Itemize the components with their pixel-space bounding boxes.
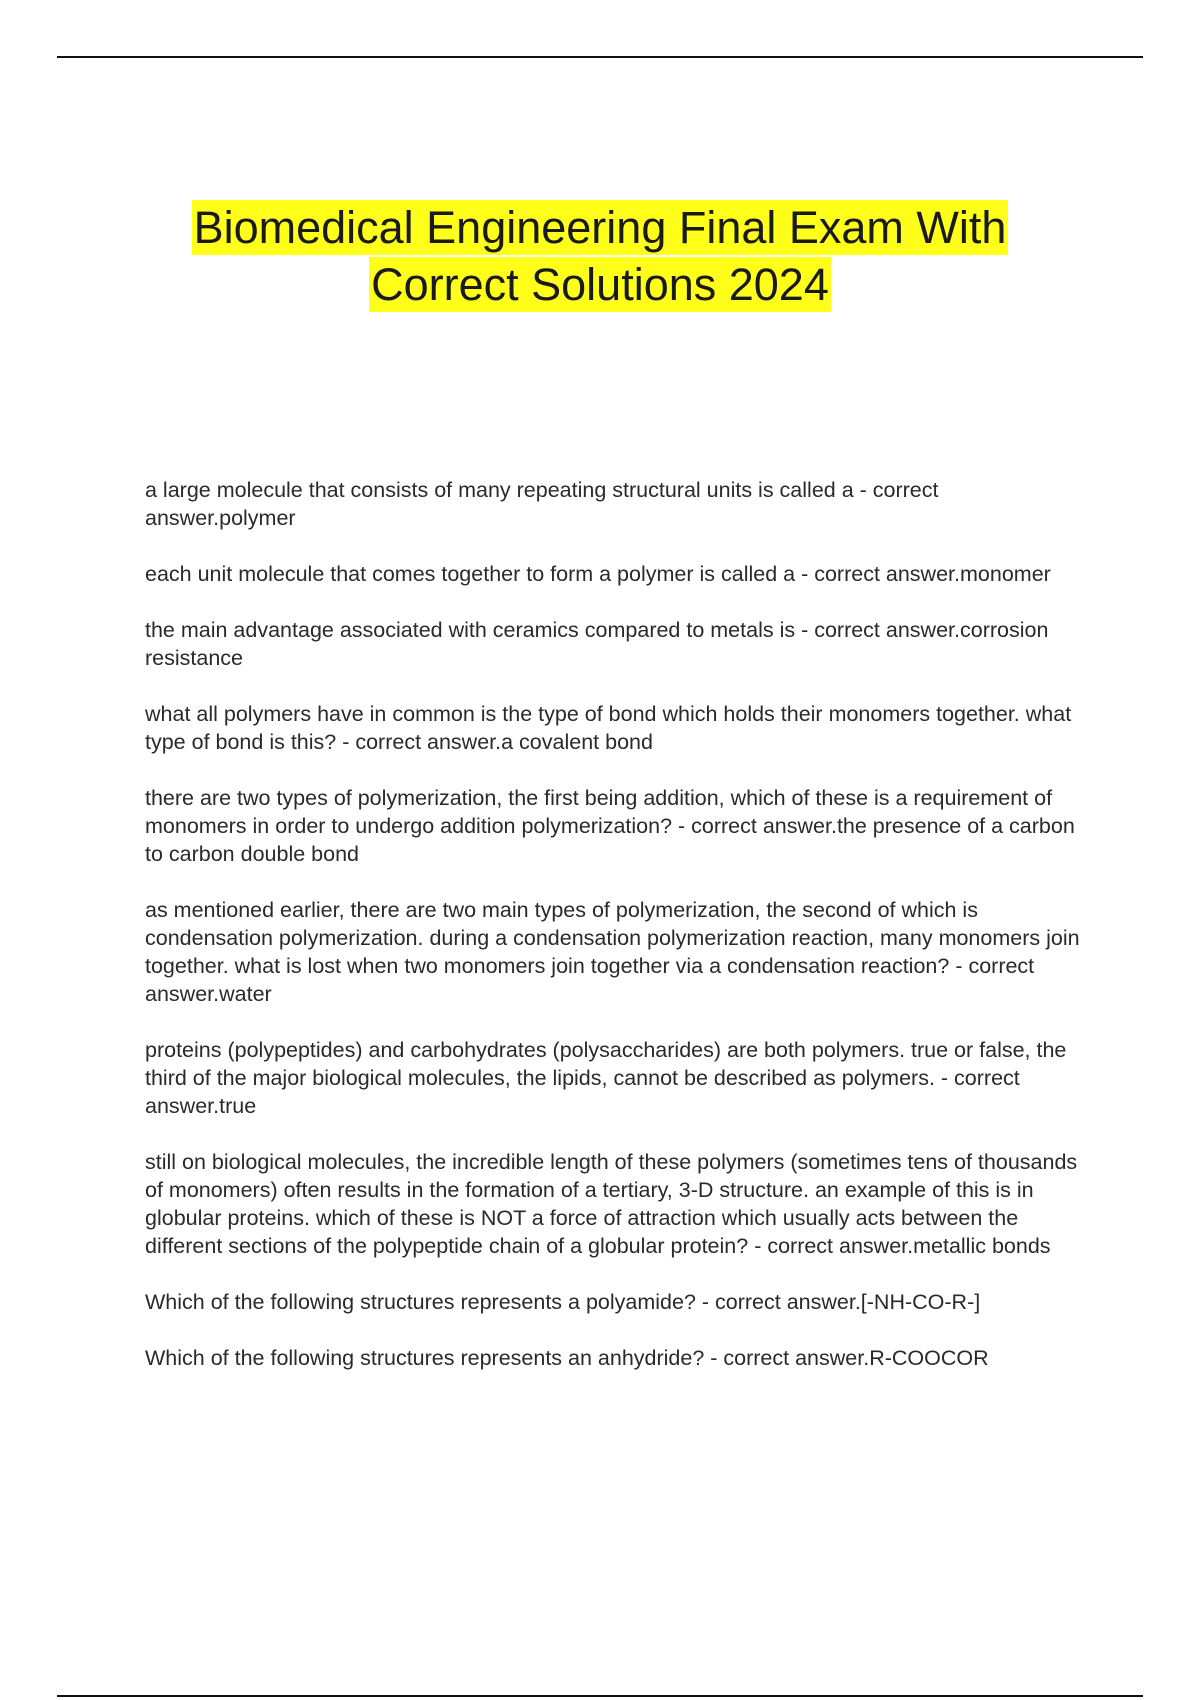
qa-item-6 (145, 896, 1090, 1008)
answer-prefix: - correct answer. (795, 618, 960, 642)
answer-text: the presence of a carbon to carbon double bond (145, 814, 1075, 866)
top-rule (57, 56, 1143, 58)
qa-item-5 (145, 784, 1090, 868)
question-text: each unit molecule that comes together to form a polymer is called a (145, 562, 796, 586)
question-text: still on biological molecules, the incredible length of these polymers (sometimes tens of thousands of monomers) often results in the formation of a tertiary, 3-D structure. an example of this is in globular proteins. which of these is NOT a force of attraction which usually acts between the different sections of the polypeptide chain of a globular protein? (145, 1150, 1078, 1258)
qa-item-2 (145, 560, 1090, 588)
answer-text: [-NH-CO-R-] (860, 1290, 981, 1314)
answer-prefix: - correct answer. (695, 1290, 861, 1314)
qa-item-1 (145, 476, 1090, 532)
answer-prefix: - correct answer. (704, 1346, 870, 1370)
answer-text: polymer (219, 506, 296, 530)
qa-item-8 (145, 1148, 1090, 1260)
qa-item-10 (145, 1344, 1090, 1372)
answer-prefix: - correct answer. (145, 478, 939, 530)
answer-text: water (219, 982, 272, 1006)
qa-list (145, 476, 1090, 1400)
qa-item-4 (145, 700, 1090, 756)
answer-prefix: - correct answer. (748, 1234, 914, 1258)
answer-text: R-COOCOR (869, 1346, 989, 1370)
question-text: Which of the following structures represents an anhydride? (145, 1346, 705, 1370)
title-line-2: Correct Solutions 2024 (371, 259, 829, 310)
question-text: the main advantage associated with ceramics compared to metals is (145, 618, 796, 642)
answer-prefix: - correct answer. (145, 1066, 1020, 1118)
answer-text: corrosion resistance (145, 618, 1049, 670)
answer-text: true (219, 1094, 257, 1118)
answer-text: metallic bonds (913, 1234, 1051, 1258)
question-text: there are two types of polymerization, the first being addition, which of these is a requirement of monomers in order to undergo addition polymerization? (145, 786, 1053, 838)
answer-prefix: - correct answer. (145, 954, 1035, 1006)
answer-text: a covalent bond (501, 730, 653, 754)
question-text: proteins (polypeptides) and carbohydrates (polysaccharides) are both polymers. true or false, the third of the major biological molecules, the lipids, cannot be described as polymers. (145, 1038, 1067, 1090)
qa-item-3 (145, 616, 1090, 672)
answer-prefix: - correct answer. (336, 730, 502, 754)
qa-item-7 (145, 1036, 1090, 1120)
answer-text: monomer (960, 562, 1051, 586)
question-text: as mentioned earlier, there are two main types of polymerization, the second of which is condensation polymerization. during a condensation polymerization reaction, many monomers join together. what is lost when two monomers join together via a condensation reaction? (145, 898, 1080, 978)
answer-prefix: - correct answer. (795, 562, 960, 586)
bottom-rule (57, 1695, 1143, 1697)
qa-item-9 (145, 1288, 1090, 1316)
question-text: what all polymers have in common is the type of bond which holds their monomers together. what type of bond is this? (145, 702, 1072, 754)
document-title (0, 200, 1200, 314)
answer-prefix: - correct answer. (672, 814, 837, 838)
question-text: a large molecule that consists of many repeating structural units is called a (145, 478, 854, 502)
title-line-1: Biomedical Engineering Final Exam With (193, 202, 1007, 253)
question-text: Which of the following structures represents a polyamide? (145, 1290, 696, 1314)
